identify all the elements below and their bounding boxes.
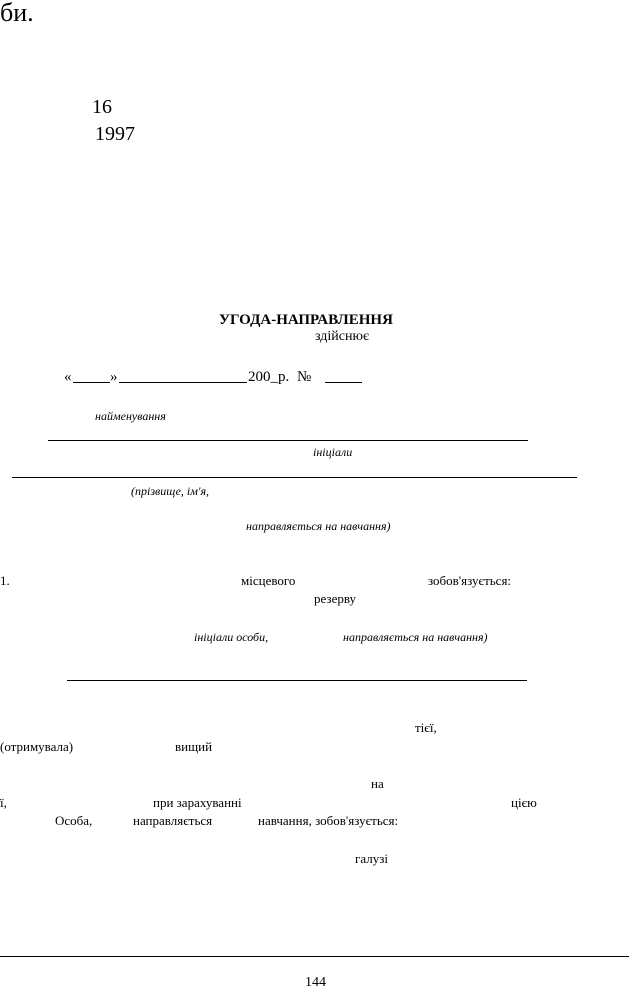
clause-caption-directed: направляється на навчання): [343, 630, 488, 644]
word-higher: вищий: [175, 739, 213, 754]
caption-name: найменування: [95, 409, 166, 423]
caption-directed: направляється на навчання): [246, 519, 391, 533]
blank-line-2: [12, 477, 577, 478]
clause-word-obliges: зобов'язується:: [428, 573, 512, 588]
page-subtitle: здійснює: [315, 329, 369, 344]
word-on: на: [371, 776, 384, 791]
blank-line-1: [48, 440, 528, 441]
blank-line-3: [67, 680, 527, 681]
date-month-blank: [119, 382, 247, 383]
word-received: (отримувала): [0, 739, 74, 754]
clause-word-local: місцевого: [241, 573, 296, 588]
word-this: цією: [511, 795, 537, 810]
date-day-blank: [73, 382, 110, 383]
number-sign: №: [297, 369, 312, 385]
word-enrollment: при зарахуванні: [153, 795, 242, 810]
page-title: УГОДА-НАПРАВЛЕННЯ: [219, 312, 393, 328]
number-blank: [325, 382, 362, 383]
clause-caption-person: ініціали особи,: [194, 630, 269, 644]
footer-rule: [0, 956, 629, 957]
sentence-study: навчання, зобов'язується:: [258, 813, 399, 828]
word-field: галузі: [355, 851, 388, 866]
word-that: тієї,: [415, 720, 437, 735]
date-open-quote: «: [64, 369, 72, 385]
word-her: ї,: [0, 795, 7, 810]
date-year-suffix: 200_р.: [248, 369, 290, 385]
clause-number: 1.: [0, 573, 10, 588]
caption-surname: (прізвище, ім'я,: [131, 484, 210, 498]
page-number: 144: [305, 975, 326, 990]
sentence-directed: направляється: [133, 813, 213, 828]
sentence-person: Особа,: [55, 813, 93, 828]
header-year: 1997: [95, 123, 135, 145]
header-day: 16: [92, 96, 112, 118]
header-fragment: би.: [0, 0, 34, 27]
date-close-quote: »: [110, 369, 118, 385]
caption-initials: ініціали: [313, 445, 353, 459]
clause-word-reserve: резерву: [314, 591, 357, 606]
